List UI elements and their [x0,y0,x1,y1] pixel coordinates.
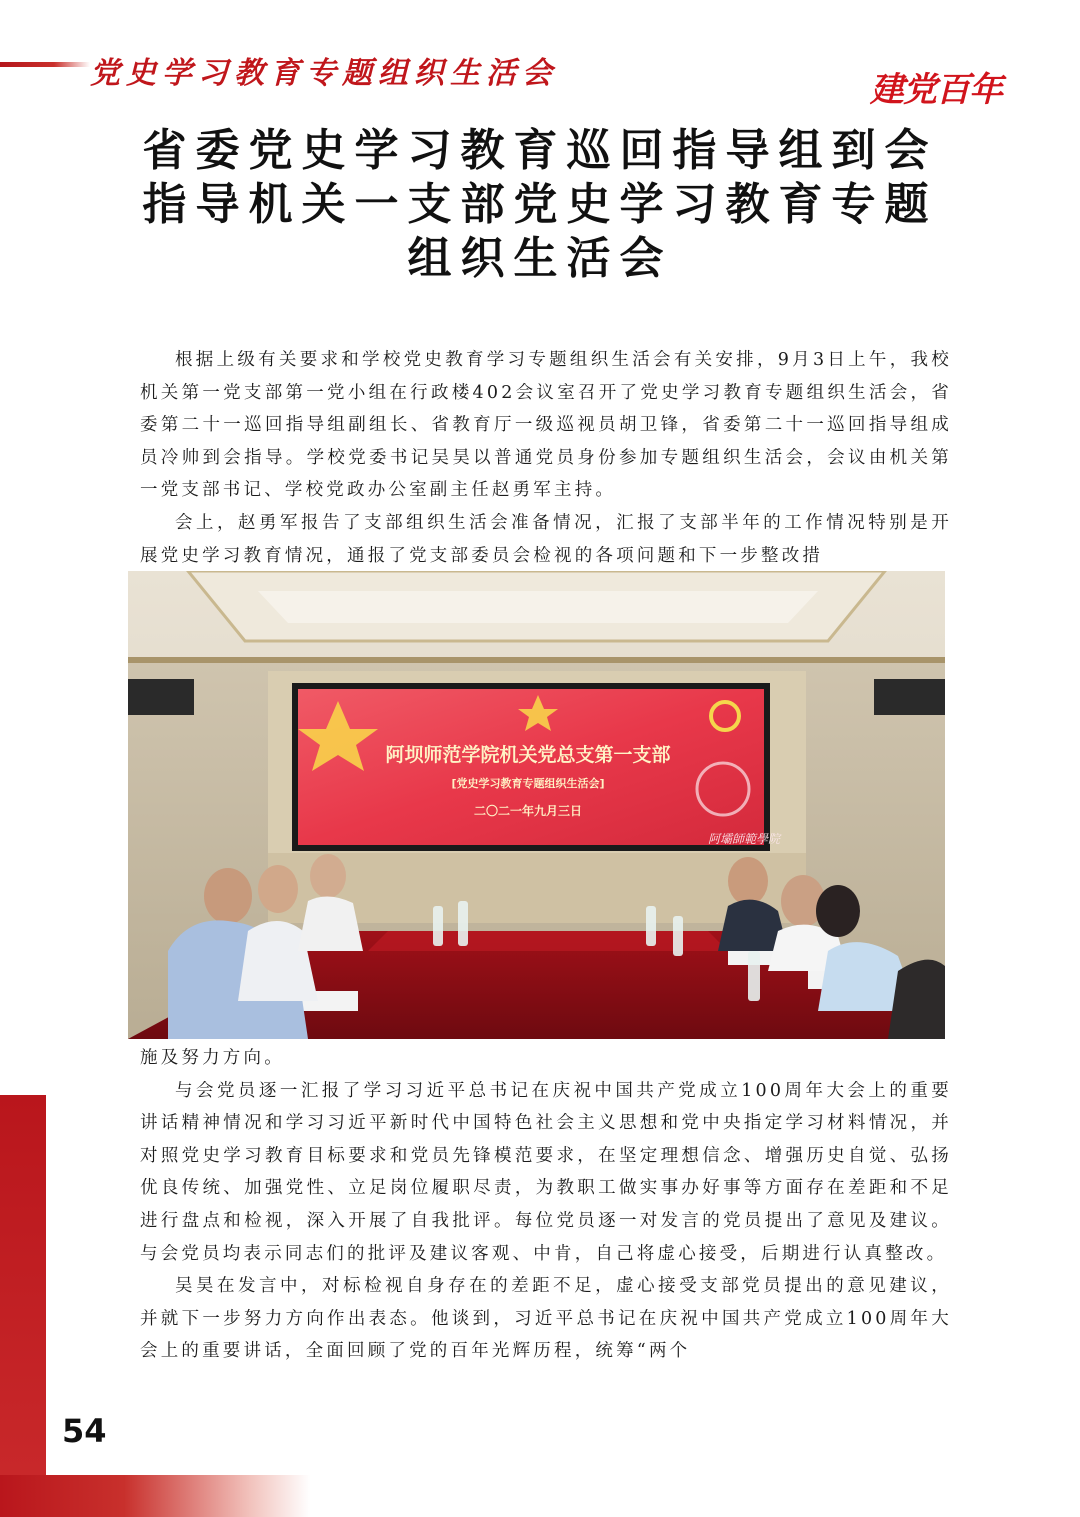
screen-heading: 阿坝师范学院机关党总支第一支部 [385,744,671,766]
brand-logo: 建党百年 [870,70,1002,110]
article-title [0,124,1080,286]
paragraph: 会上，赵勇军报告了支部组织生活会准备情况，汇报了支部半年的工作情况特别是开展党史学习教育情况，通报了党支部委员会检视的各项问题和下一步整改措 [140,512,952,566]
page-number: 54 [62,1412,107,1450]
left-decor-bar [0,1095,46,1475]
paragraph: 吴昊在发言中，对标检视自身存在的差距不足，虚心接受支部党员提出的意见建议，并就下一步努力方向作出表态。他谈到，习近平总书记在庆祝中国共产党成立100周年大会上的重要讲话，全面回顾了党的百年光辉历程，统筹“两个 [140,1276,952,1362]
meeting-photo [128,571,945,1039]
paragraph: 根据上级有关要求和学校党史教育学习专题组织生活会有关安排，9月3日上午，我校机关第一党支部第一党小组在行政楼402会议室召开了党史学习教育专题组织生活会，省委第二十一巡回指导组副组长、省教育厅一级巡视员胡卫锋，省委第二十一巡回指导组成员冷帅到会指导。学校党委书记吴昊以普通党员身份参加专题组织生活会，会议由机关第一党支部书记、学校党政办公室副主任赵勇军主持。 [140,350,952,501]
section-title: 党史学习教育专题组织生活会 [90,56,558,91]
paragraph: 与会党员逐一汇报了学习习近平总书记在庆祝中国共产党成立100周年大会上的重要讲话精神情况和学习习近平新时代中国特色社会主义思想和党中央指定学习材料情况，并对照党史学习教育目标要求和党员先锋模范要求，在坚定理想信念、增强历史自觉、弘扬优良传统、加强党性、立足岗位履职尽责，为教职工做实事办好事等方面存在差距和不足进行盘点和检视，深入开展了自我批评。每位党员逐一对发言的党员提出了意见及建议。与会党员均表示同志们的批评及建议客观、中肯，自己将虚心接受，后期进行认真整改。 [140,1080,952,1264]
article-body-top [140,344,952,572]
header-decor-rule [0,62,90,67]
screen-signature: 阿壩師範學院 [708,832,781,846]
article-body-bottom [140,1042,952,1368]
paragraph: 施及努力方向。 [140,1048,285,1068]
title-line: 省委党史学习教育巡回指导组到会 [142,125,938,176]
title-line: 组织生活会 [407,233,673,284]
bottom-decor-bar [0,1475,310,1517]
title-line: 指导机关一支部党史学习教育专题 [142,179,938,230]
screen-subheading: [党史学习教育专题组织生活会] [451,777,605,790]
screen-date: 二〇二一年九月三日 [473,804,583,818]
